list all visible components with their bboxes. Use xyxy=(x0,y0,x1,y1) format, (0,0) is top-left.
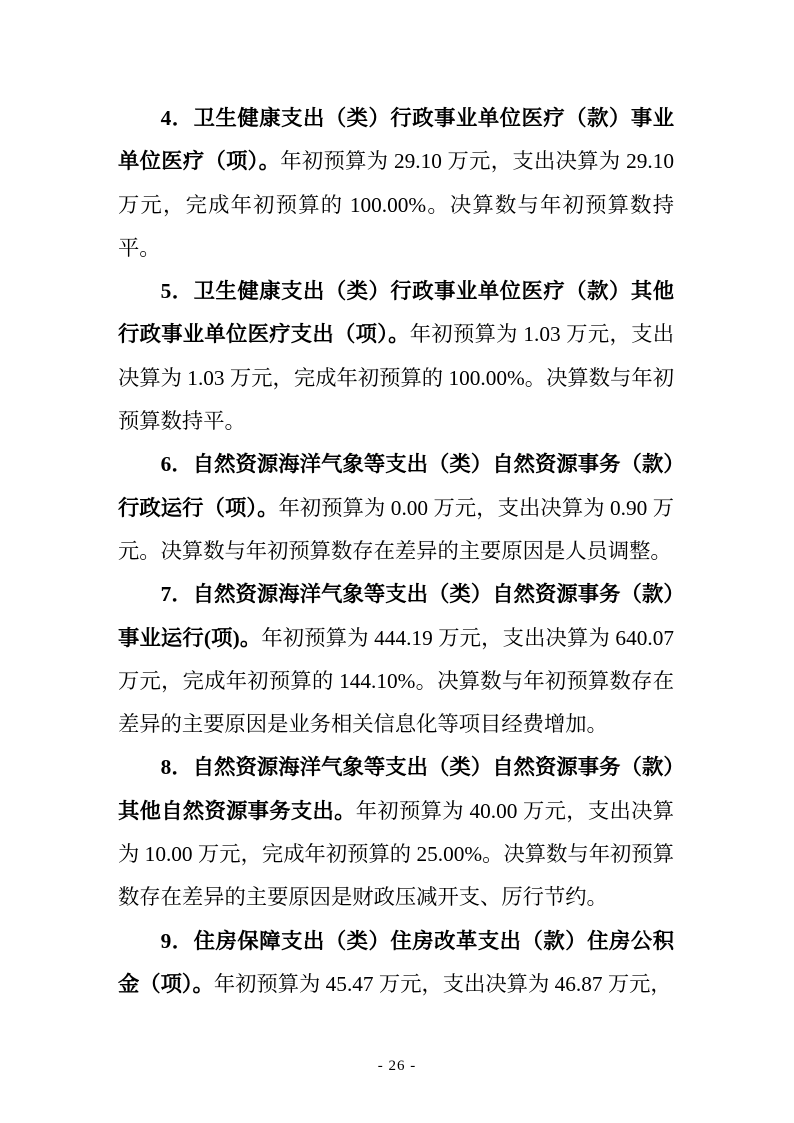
item-text-9: 年初预算为 45.47 万元，支出决算为 46.87 万元， xyxy=(213,971,672,996)
budget-item-paragraph-4 xyxy=(118,97,674,270)
page-number: - 26 - xyxy=(377,1058,417,1074)
item-heading-8: 8．自然资源海洋气象等支出（类）自然资源事务（款）其他自然资源事务支出。 xyxy=(118,755,674,823)
item-heading-5: 5．卫生健康支出（类）行政事业单位医疗（款）其他行政事业单位医疗支出（项）。 xyxy=(118,279,674,347)
page-footer xyxy=(0,1057,794,1075)
item-text-5: 年初预算为 1.03 万元，支出决算为 1.03 万元，完成年初预算的 100.00%。决算数与年初预算数持平。 xyxy=(118,322,674,434)
budget-item-paragraph-6 xyxy=(118,443,674,573)
item-text-7: 年初预算为 444.19 万元，支出决算为 640.07 万元，完成年初预算的 144.10%。决算数与年初预算数存在差异的主要原因是业务相关信息化等项目经费增加。 xyxy=(118,625,675,737)
budget-item-paragraph-7 xyxy=(118,573,674,746)
budget-item-paragraph-9 xyxy=(118,920,674,1007)
document-body xyxy=(118,97,674,1006)
budget-item-paragraph-8 xyxy=(118,746,674,919)
item-heading-9: 9．住房保障支出（类）住房改革支出（款）住房公积金（项）。 xyxy=(118,928,674,996)
budget-item-paragraph-5 xyxy=(118,270,674,443)
item-text-4: 年初预算为 29.10 万元，支出决算为 29.10 万元，完成年初预算的 100.00%。决算数与年初预算数持平。 xyxy=(118,149,674,260)
item-text-8: 年初预算为 40.00 万元，支出决算为 10.00 万元，完成年初预算的 25.00%。决算数与年初预算数存在差异的主要原因是财政压减开支、厉行节约。 xyxy=(118,798,674,910)
item-heading-4: 4．卫生健康支出（类）行政事业单位医疗（款）事业单位医疗（项）。 xyxy=(118,106,674,174)
item-heading-7: 7．自然资源海洋气象等支出（类）自然资源事务（款）事业运行(项)。 xyxy=(118,582,674,650)
item-heading-6: 6．自然资源海洋气象等支出（类）自然资源事务（款）行政运行（项）。 xyxy=(118,452,674,520)
item-text-6: 年初预算为 0.00 万元，支出决算为 0.90 万元。决算数与年初预算数存在差异的主要原因是人员调整。 xyxy=(118,495,674,563)
